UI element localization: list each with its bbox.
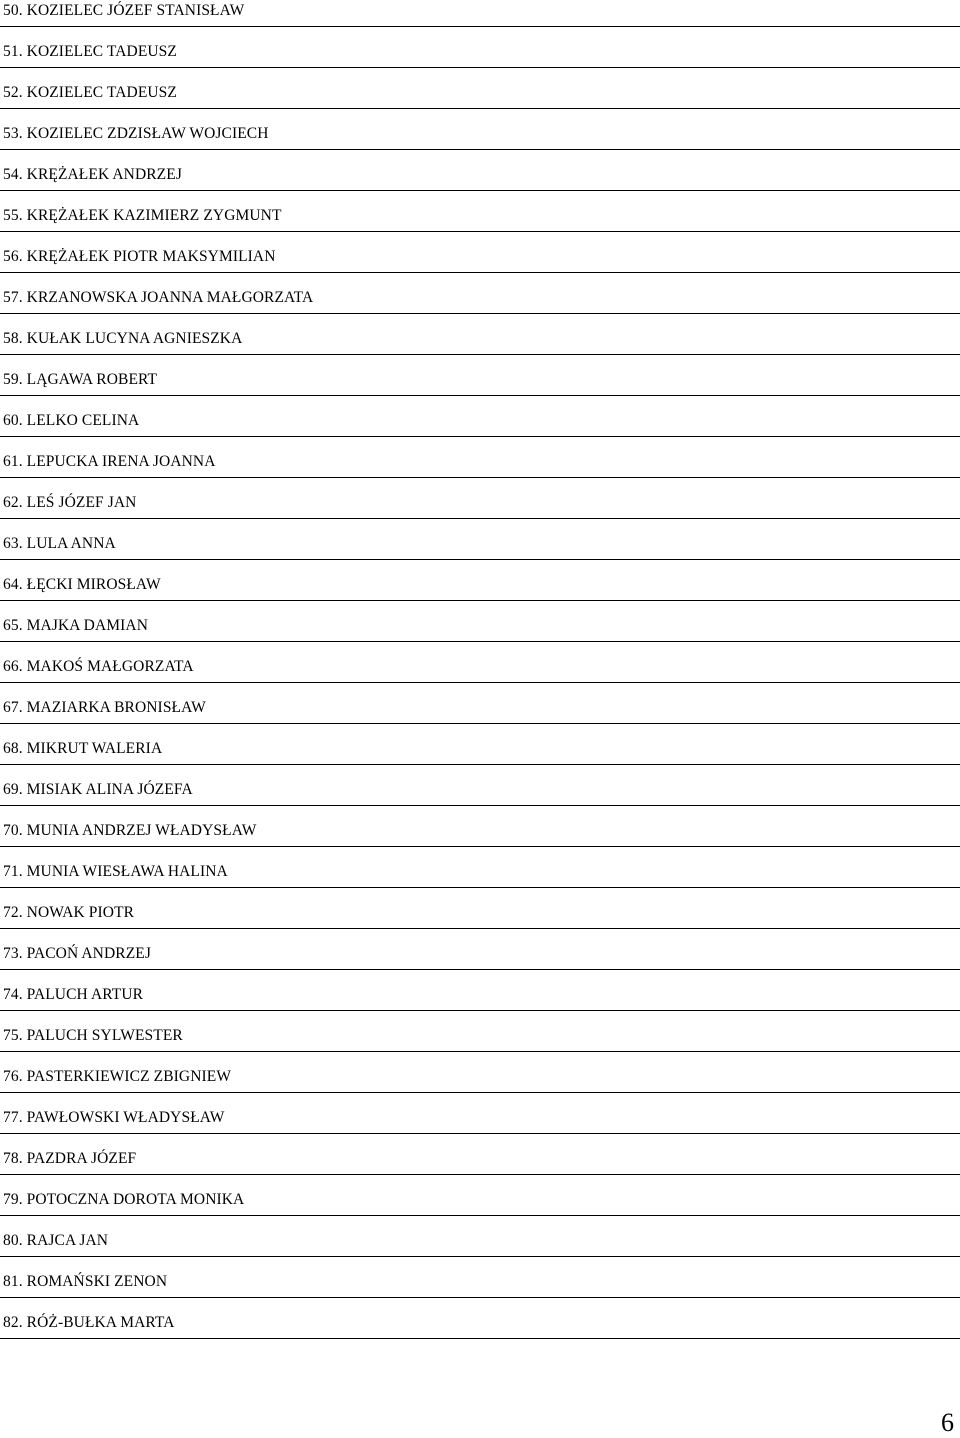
list-item-text: 54. KRĘŻAŁEK ANDRZEJ <box>3 166 182 183</box>
row-divider <box>0 26 960 27</box>
row-divider <box>0 805 960 806</box>
list-item-text: 57. KRZANOWSKA JOANNA MAŁGORZATA <box>3 289 314 306</box>
row-divider <box>0 1215 960 1216</box>
list-item-text: 55. KRĘŻAŁEK KAZIMIERZ ZYGMUNT <box>3 207 282 224</box>
row-divider <box>0 1174 960 1175</box>
list-item-text: 73. PACOŃ ANDRZEJ <box>3 945 151 962</box>
list-item-text: 58. KUŁAK LUCYNA AGNIESZKA <box>3 330 243 347</box>
row-divider <box>0 477 960 478</box>
list-item-text: 63. LULA ANNA <box>3 535 116 552</box>
row-divider <box>0 1010 960 1011</box>
list-item-text: 66. MAKOŚ MAŁGORZATA <box>3 658 194 675</box>
list-item-text: 74. PALUCH ARTUR <box>3 986 144 1003</box>
list-item <box>0 615 960 656</box>
list-item <box>0 1025 960 1066</box>
list-item-text: 53. KOZIELEC ZDZISŁAW WOJCIECH <box>3 125 269 142</box>
list-item <box>0 984 960 1025</box>
list-item-text: 81. ROMAŃSKI ZENON <box>3 1273 168 1290</box>
list-item-text: 82. RÓŻ-BUŁKA MARTA <box>3 1314 175 1331</box>
list-item-text: 78. PAZDRA JÓZEF <box>3 1150 137 1167</box>
row-divider <box>0 1338 960 1339</box>
list-item <box>0 492 960 533</box>
row-divider <box>0 190 960 191</box>
list-item-text: 79. POTOCZNA DOROTA MONIKA <box>3 1191 245 1208</box>
row-divider <box>0 272 960 273</box>
row-divider <box>0 518 960 519</box>
row-divider <box>0 846 960 847</box>
list-item <box>0 82 960 123</box>
list-item <box>0 820 960 861</box>
list-item <box>0 1189 960 1230</box>
list-item-text: 61. LEPUCKA IRENA JOANNA <box>3 453 216 470</box>
list-item <box>0 1107 960 1148</box>
list-item <box>0 451 960 492</box>
row-divider <box>0 67 960 68</box>
row-divider <box>0 641 960 642</box>
list-item <box>0 369 960 410</box>
row-divider <box>0 395 960 396</box>
row-divider <box>0 436 960 437</box>
row-divider <box>0 1051 960 1052</box>
list-item <box>0 902 960 943</box>
row-divider <box>0 764 960 765</box>
list-item <box>0 1066 960 1107</box>
list-item-text: 67. MAZIARKA BRONISŁAW <box>3 699 206 716</box>
row-divider <box>0 1297 960 1298</box>
list-item-text: 69. MISIAK ALINA JÓZEFA <box>3 781 193 798</box>
page-number: 6 <box>941 1408 954 1437</box>
list-item <box>0 533 960 574</box>
list-item <box>0 656 960 697</box>
row-divider <box>0 354 960 355</box>
list-item-text: 50. KOZIELEC JÓZEF STANISŁAW <box>3 2 245 19</box>
list-item <box>0 246 960 287</box>
list-item-text: 80. RAJCA JAN <box>3 1232 109 1249</box>
row-divider <box>0 928 960 929</box>
list-item <box>0 123 960 164</box>
list-item-text: 65. MAJKA DAMIAN <box>3 617 148 634</box>
row-divider <box>0 969 960 970</box>
row-divider <box>0 231 960 232</box>
row-divider <box>0 887 960 888</box>
list-item <box>0 861 960 902</box>
list-item <box>0 328 960 369</box>
list-item-text: 77. PAWŁOWSKI WŁADYSŁAW <box>3 1109 225 1126</box>
list-item-text: 51. KOZIELEC TADEUSZ <box>3 43 177 60</box>
list-item-text: 64. ŁĘCKI MIROSŁAW <box>3 576 161 593</box>
list-item <box>0 0 960 41</box>
list-item <box>0 205 960 246</box>
list-item <box>0 574 960 615</box>
list-item <box>0 1312 960 1353</box>
list-item-text: 59. LĄGAWA ROBERT <box>3 371 158 388</box>
list-item-text: 71. MUNIA WIESŁAWA HALINA <box>3 863 228 880</box>
list-item <box>0 1230 960 1271</box>
list-item-text: 56. KRĘŻAŁEK PIOTR MAKSYMILIAN <box>3 248 276 265</box>
list-item <box>0 1148 960 1189</box>
list-item <box>0 164 960 205</box>
row-divider <box>0 559 960 560</box>
row-divider <box>0 108 960 109</box>
list-item <box>0 697 960 738</box>
list-item <box>0 410 960 451</box>
list-item-text: 75. PALUCH SYLWESTER <box>3 1027 183 1044</box>
list-item <box>0 779 960 820</box>
row-divider <box>0 1256 960 1257</box>
row-divider <box>0 682 960 683</box>
list-item-text: 72. NOWAK PIOTR <box>3 904 135 921</box>
list-item-text: 68. MIKRUT WALERIA <box>3 740 163 757</box>
list-item <box>0 41 960 82</box>
row-divider <box>0 313 960 314</box>
list-item <box>0 738 960 779</box>
list-item-text: 52. KOZIELEC TADEUSZ <box>3 84 177 101</box>
row-divider <box>0 1133 960 1134</box>
row-divider <box>0 723 960 724</box>
row-divider <box>0 149 960 150</box>
list-item-text: 60. LELKO CELINA <box>3 412 140 429</box>
row-divider <box>0 1092 960 1093</box>
list-item <box>0 287 960 328</box>
list-item <box>0 943 960 984</box>
row-divider <box>0 600 960 601</box>
list-item-text: 62. LEŚ JÓZEF JAN <box>3 494 137 511</box>
list-item-text: 76. PASTERKIEWICZ ZBIGNIEW <box>3 1068 232 1085</box>
list-item <box>0 1271 960 1312</box>
list-item-text: 70. MUNIA ANDRZEJ WŁADYSŁAW <box>3 822 257 839</box>
